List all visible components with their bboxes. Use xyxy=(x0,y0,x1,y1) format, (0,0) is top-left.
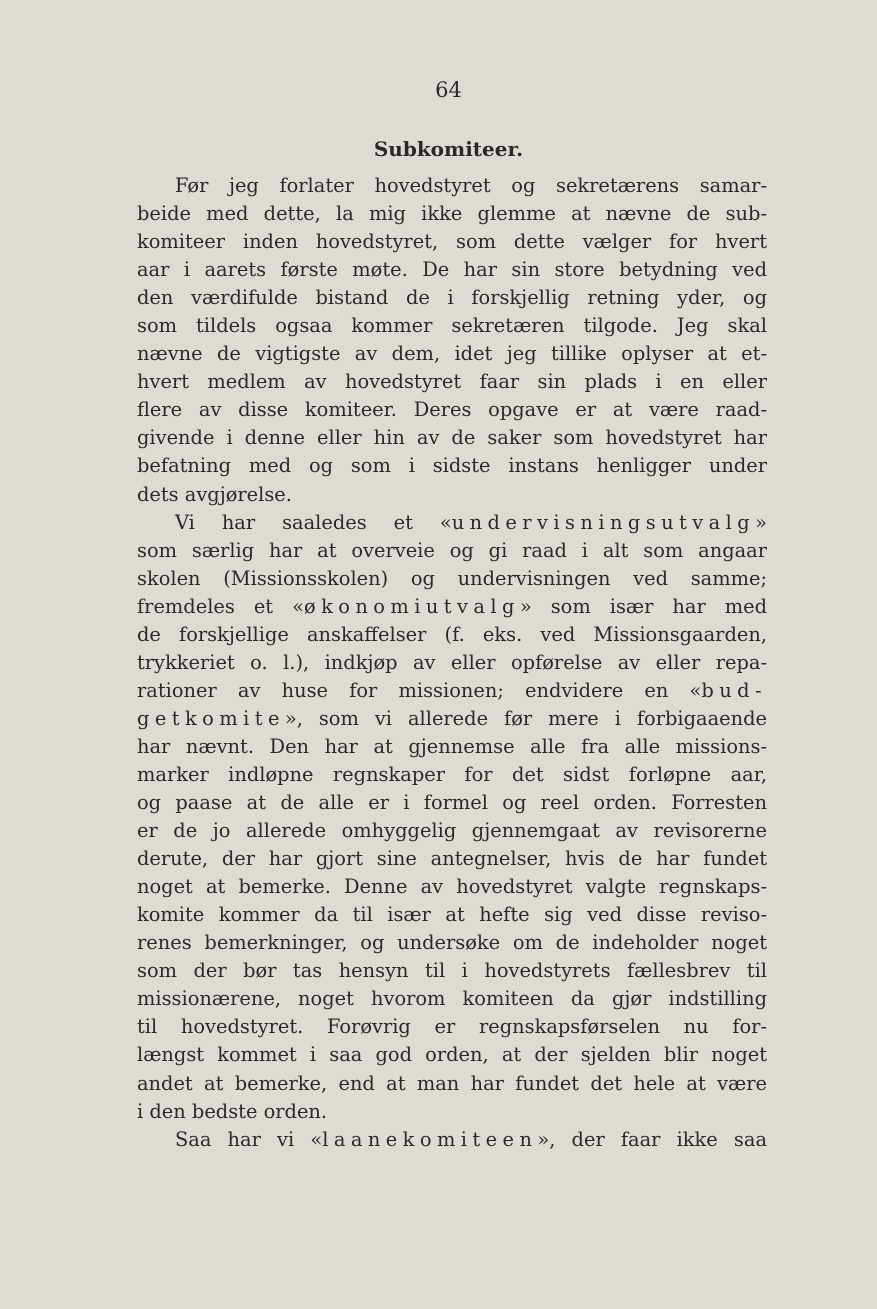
text-line: givende i denne eller hin av de saker som hovedstyret har xyxy=(137,426,767,450)
section-heading: Subkomiteer. xyxy=(373,137,524,161)
text-segment: rationer av huse for missionen; endvidere en « xyxy=(137,678,702,702)
text-line: til hovedstyret. Forøvrig er regnskapsførselen nu for- xyxy=(137,1015,767,1039)
text-line xyxy=(137,705,767,733)
text-line: som der bør tas hensyn til i hovedstyrets fællesbrev til xyxy=(137,959,767,983)
page-number: 64 xyxy=(435,78,462,102)
text-line: har nævnt. Den har at gjennemse alle fra alle missions- xyxy=(137,734,767,758)
text-segment: Saa har vi « xyxy=(175,1127,323,1151)
text-segment: » xyxy=(755,510,767,534)
text-line: trykkeriet o. l.), indkjøp av eller opførelse av eller repa- xyxy=(137,650,767,674)
text-line: flere av disse komiteer. Deres opgave er at være raad- xyxy=(137,398,767,422)
text-segment: », som vi allerede før mere i forbigaaende xyxy=(284,706,767,730)
text-line: marker indløpne regnskaper for det sidst forløpne aar, xyxy=(137,762,767,786)
text-line xyxy=(137,677,767,705)
text-line: komiteer inden hovedstyret, som dette vælger for hvert xyxy=(137,230,767,254)
text-line: den værdifulde bistand de i forskjellig retning yder, og xyxy=(137,286,767,310)
text-line xyxy=(137,509,767,537)
text-line: noget at bemerke. Denne av hovedstyret valgte regnskaps- xyxy=(137,875,767,899)
text-line: hvert medlem av hovedstyret faar sin plads i en eller xyxy=(137,370,767,394)
text-line xyxy=(137,1126,767,1154)
spaced-term: getkomite xyxy=(137,706,285,730)
text-line: andet at bemerke, end at man har fundet det hele at være xyxy=(137,1071,767,1095)
text-line: som tildels ogsaa kommer sekretæren tilgode. Jeg skal xyxy=(137,314,767,338)
text-line: beide med dette, la mig ikke glemme at nævne de sub- xyxy=(137,202,767,226)
text-line: komite kommer da til især at hefte sig ved disse reviso- xyxy=(137,903,767,927)
text-line: og paase at de alle er i formel og reel orden. Forresten xyxy=(137,791,767,815)
spaced-term: undervisningsutvalg xyxy=(451,510,756,534)
text-line: befatning med og som i sidste instans henligger under xyxy=(137,454,767,478)
text-segment: Vi har saaledes et « xyxy=(175,510,452,534)
text-line: derute, der har gjort sine antegnelser, hvis de har fundet xyxy=(137,847,767,871)
text-line: renes bemerkninger, og undersøke om de indeholder noget xyxy=(137,931,767,955)
text-line: nævne de vigtigste av dem, idet jeg tillike oplyser at et- xyxy=(137,342,767,366)
spaced-term: laanekomiteen xyxy=(322,1127,538,1151)
text-segment: » som især har med xyxy=(519,594,767,618)
text-line: som særlig har at overveie og gi raad i alt som angaar xyxy=(137,538,767,562)
text-line: missionærene, noget hvorom komiteen da gjør indstilling xyxy=(137,987,767,1011)
text-line xyxy=(137,593,767,621)
spaced-term: bud- xyxy=(701,678,767,702)
text-line: skolen (Missionsskolen) og undervisningen ved samme; xyxy=(137,566,767,590)
text-line: er de jo allerede omhyggelig gjennemgaat av revisorerne xyxy=(137,819,767,843)
spaced-term: økonomiutvalg xyxy=(303,594,520,618)
text-line: i den bedste orden. xyxy=(137,1099,328,1123)
text-segment: fremdeles et « xyxy=(137,594,304,618)
body-text xyxy=(137,172,767,1154)
text-line: aar i aarets første møte. De har sin store betydning ved xyxy=(137,258,767,282)
text-line: de forskjellige anskaffelser (f. eks. ved Missionsgaarden, xyxy=(137,622,767,646)
text-line: dets avgjørelse. xyxy=(137,482,292,506)
text-line: længst kommet i saa god orden, at der sjelden blir noget xyxy=(137,1043,767,1067)
text-line: Før jeg forlater hovedstyret og sekretærens samar- xyxy=(175,174,767,197)
text-segment: », der faar ikke saa xyxy=(537,1127,767,1151)
